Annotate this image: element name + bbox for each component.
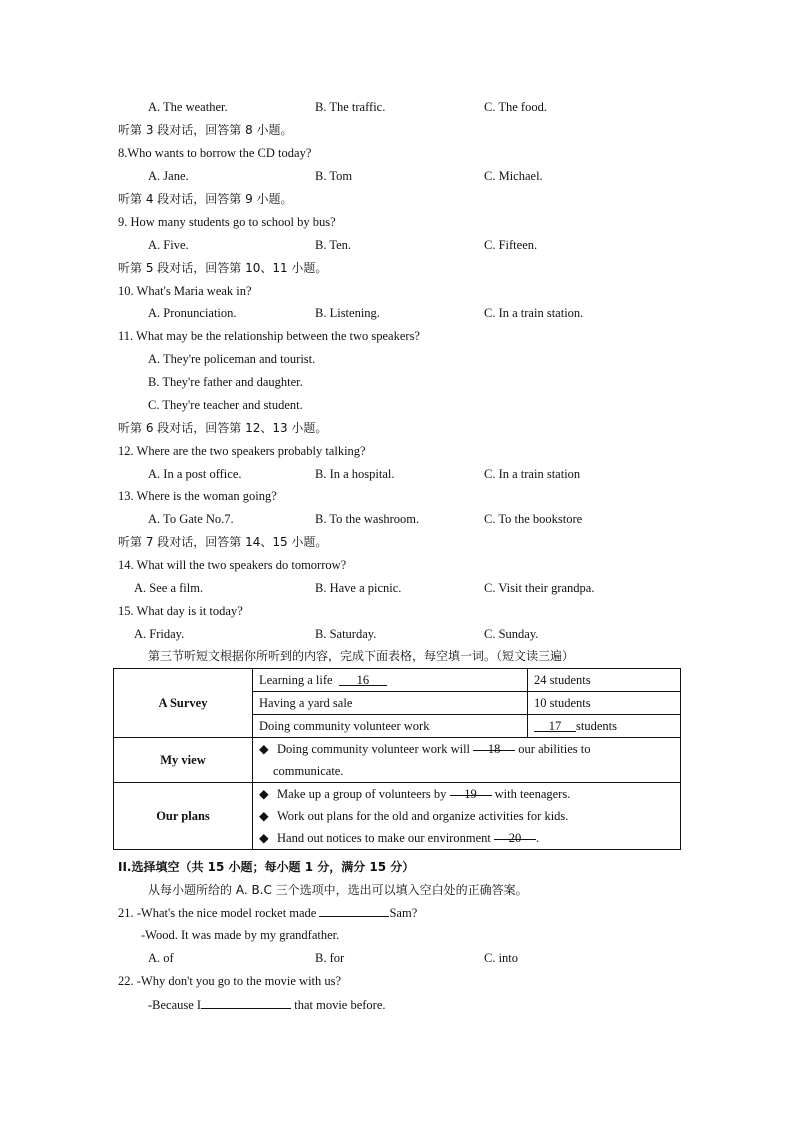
survey-item-1 bbox=[253, 669, 528, 692]
blank-16-number: 16 bbox=[356, 672, 370, 687]
q8-option-c: C. Michael. bbox=[484, 169, 543, 183]
q21-option-c: C. into bbox=[484, 951, 519, 965]
q13-option-c: C. To the bookstore bbox=[484, 512, 583, 526]
q22-line2-post: that movie before. bbox=[294, 998, 386, 1012]
section7-instruction: 听第 7 段对话，回答第 14、15 小题。 bbox=[118, 535, 328, 549]
diamond-bullet-icon: ◆ bbox=[259, 742, 269, 756]
part2-instruction: 从每小题所给的 A. B.C 三个选项中，选出可以填入空白处的正确答案。 bbox=[148, 883, 528, 897]
q21-option-b: B. for bbox=[315, 951, 345, 965]
plan-3-post: . bbox=[535, 831, 540, 845]
section6-instruction: 听第 6 段对话，回答第 12、13 小题。 bbox=[118, 421, 328, 435]
blank-16[interactable] bbox=[339, 673, 387, 686]
part3-instruction: 第三节听短文根据你所听到的内容，完成下面表格，每空填一词。（短文读三遍） bbox=[148, 649, 575, 663]
survey-count-1: 24 students bbox=[528, 669, 681, 692]
survey-count-3-suffix: students bbox=[576, 718, 617, 733]
q14-stem: 14. What will the two speakers do tomorrow? bbox=[118, 558, 347, 572]
q14-option-b: B. Have a picnic. bbox=[315, 581, 402, 595]
q10-option-b: B. Listening. bbox=[315, 306, 380, 320]
blank-20-number: 20 bbox=[508, 831, 522, 845]
survey-heading: A Survey bbox=[114, 669, 253, 738]
q12-option-b: B. In a hospital. bbox=[315, 467, 395, 481]
survey-item-3: Doing community volunteer work bbox=[253, 715, 528, 738]
plans-heading: Our plans bbox=[114, 783, 253, 850]
q21-blank[interactable] bbox=[319, 904, 389, 917]
plan-1-post: with teenagers. bbox=[494, 787, 571, 801]
view-heading: My view bbox=[114, 738, 253, 783]
view-line-2: communicate. bbox=[273, 764, 344, 778]
q12-stem: 12. Where are the two speakers probably talking? bbox=[118, 444, 366, 458]
survey-table bbox=[113, 668, 681, 850]
q12-option-a: A. In a post office. bbox=[148, 467, 242, 481]
q21-line2: -Wood. It was made by my grandfather. bbox=[141, 928, 340, 942]
diamond-bullet-icon: ◆ bbox=[259, 809, 269, 823]
q21-line1-pre: 21. -What's the nice model rocket made bbox=[118, 906, 317, 920]
q11-option-a: A. They're policeman and tourist. bbox=[148, 352, 316, 366]
diamond-bullet-icon: ◆ bbox=[259, 831, 269, 845]
plans-cell bbox=[253, 783, 681, 850]
q8-stem: 8.Who wants to borrow the CD today? bbox=[118, 146, 312, 160]
q9-stem: 9. How many students go to school by bus? bbox=[118, 215, 336, 229]
q13-option-b: B. To the washroom. bbox=[315, 512, 420, 526]
q13-option-a: A. To Gate No.7. bbox=[148, 512, 234, 526]
q15-option-a: A. Friday. bbox=[134, 627, 185, 641]
q10-option-c: C. In a train station. bbox=[484, 306, 584, 320]
survey-count-2: 10 students bbox=[528, 692, 681, 715]
q7-option-b: B. The traffic. bbox=[315, 100, 386, 114]
survey-item-2: Having a yard sale bbox=[253, 692, 528, 715]
section5-instruction: 听第 5 段对话，回答第 10、11 小题。 bbox=[118, 261, 328, 275]
q8-option-b: B. Tom bbox=[315, 169, 353, 183]
plan-1 bbox=[259, 783, 674, 805]
q9-option-c: C. Fifteen. bbox=[484, 238, 538, 252]
q22-line2-pre: -Because I bbox=[148, 998, 202, 1012]
q9-option-b: B. Ten. bbox=[315, 238, 352, 252]
blank-19-number: 19 bbox=[464, 787, 477, 801]
q22-line1: 22. -Why don't you go to the movie with us? bbox=[118, 974, 342, 988]
survey-item-1-text: Learning a life bbox=[259, 672, 333, 687]
q11-stem: 11. What may be the relationship between the two speakers? bbox=[118, 329, 420, 343]
plan-2-text: Work out plans for the old and organize activities for kids. bbox=[277, 809, 569, 823]
q13-stem: 13. Where is the woman going? bbox=[118, 489, 277, 503]
blank-18-number: 18 bbox=[487, 742, 501, 756]
plan-1-pre: Make up a group of volunteers by bbox=[277, 787, 447, 801]
blank-20[interactable] bbox=[494, 827, 536, 845]
plan-3-pre: Hand out notices to make our environment bbox=[277, 831, 491, 845]
q10-option-a: A. Pronunciation. bbox=[148, 306, 237, 320]
q14-option-c: C. Visit their grandpa. bbox=[484, 581, 595, 595]
plan-2 bbox=[259, 805, 674, 827]
q15-option-b: B. Saturday. bbox=[315, 627, 377, 641]
survey-count-3 bbox=[528, 715, 681, 738]
section4-instruction: 听第 4 段对话，回答第 9 小题。 bbox=[118, 192, 293, 206]
view-text-post: our abilities to bbox=[518, 742, 591, 756]
q21-line1-post: Sam? bbox=[389, 906, 418, 920]
q12-option-c: C. In a train station bbox=[484, 467, 581, 481]
q15-stem: 15. What day is it today? bbox=[118, 604, 243, 618]
diamond-bullet-icon: ◆ bbox=[259, 787, 269, 801]
q22-blank[interactable] bbox=[201, 996, 291, 1009]
blank-19[interactable] bbox=[450, 783, 492, 801]
section3-instruction: 听第 3 段对话，回答第 8 小题。 bbox=[118, 123, 293, 137]
view-text-pre: Doing community volunteer work will bbox=[277, 742, 471, 756]
q7-option-a: A. The weather. bbox=[148, 100, 228, 114]
q7-option-c: C. The food. bbox=[484, 100, 547, 114]
q15-option-c: C. Sunday. bbox=[484, 627, 539, 641]
q21-line1 bbox=[118, 904, 417, 921]
part2-title: II.选择填空（共 15 小题；每小题 1 分，满分 15 分） bbox=[118, 860, 415, 874]
q11-option-b: B. They're father and daughter. bbox=[148, 375, 303, 389]
view-line-1 bbox=[259, 738, 674, 760]
q21-option-a: A. of bbox=[148, 951, 174, 965]
q9-option-a: A. Five. bbox=[148, 238, 189, 252]
q11-option-c: C. They're teacher and student. bbox=[148, 398, 303, 412]
blank-17-number: 17 bbox=[548, 718, 562, 733]
q10-stem: 10. What's Maria weak in? bbox=[118, 284, 252, 298]
plan-3 bbox=[259, 827, 674, 849]
q14-option-a: A. See a film. bbox=[134, 581, 204, 595]
blank-18[interactable] bbox=[473, 738, 515, 756]
q8-option-a: A. Jane. bbox=[148, 169, 189, 183]
blank-17[interactable] bbox=[534, 719, 576, 732]
q22-line2 bbox=[148, 996, 386, 1013]
view-cell bbox=[253, 738, 681, 783]
